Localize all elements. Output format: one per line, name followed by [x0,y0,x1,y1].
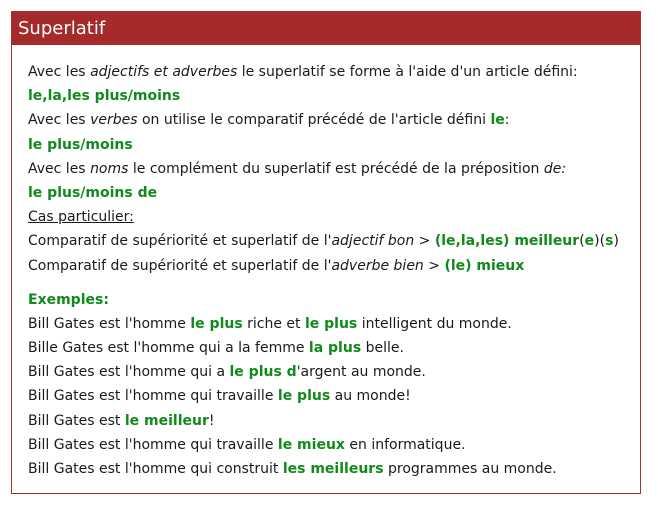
special-heading: Cas particulier: [28,209,134,226]
panel-content [12,45,640,481]
text: Bill Gates est l'homme qui travaille [28,436,278,453]
superlatif-panel [11,11,641,494]
text: riche et [242,315,305,332]
rule-verbs [28,108,640,132]
article: le [490,112,505,129]
result: s [605,233,614,250]
special-bon [28,229,640,253]
text: Bill Gates est l'homme qui travaille [28,388,278,405]
examples-heading: Exemples: [28,291,109,308]
text: ! [208,412,215,429]
example-3 [28,360,640,384]
spacer [28,278,640,288]
highlight: le plus [190,315,243,332]
term: adjectif bon [331,233,415,250]
term: noms [90,160,129,177]
text: Comparatif de supériorité et superlatif de l' [28,257,332,274]
text: Avec les [28,112,91,129]
text: le complément du superlatif est précédé de la préposition [128,160,544,177]
result: e [584,233,595,250]
rule-adjectives [28,60,640,84]
term: adverbe bien [331,257,424,274]
text: 'argent au monde. [296,364,426,381]
text: Bill Gates est l'homme qui construit [28,461,283,477]
text: programmes au monde. [383,461,557,477]
text: le superlatif se forme à l'aide d'un article défini: [237,64,578,80]
text: > [414,233,435,250]
formula-verbs: le plus/moins [28,136,133,153]
example-4 [28,384,640,408]
text: Avec les [28,64,91,80]
text: > [423,257,445,274]
formula-nouns: le plus/moins de [28,184,158,201]
highlight: la plus [308,340,362,357]
text: ) [613,233,619,250]
text: : [504,112,510,129]
text: )( [594,233,606,250]
term: verbes [90,112,138,129]
term: adjectifs et adverbes [90,64,238,80]
highlight: le plus [277,388,331,405]
text: Avec les [28,160,91,177]
text: au monde! [330,388,411,405]
text: belle. [361,340,404,357]
preposition: de: [543,160,567,177]
text: on utilise le comparatif précédé de l'article défini [137,112,491,129]
example-1 [28,312,640,336]
rule-nouns [28,157,640,181]
highlight: le plus [304,315,358,332]
highlight: le mieux [277,436,345,453]
text: ( [579,233,585,250]
highlight: le meilleur [124,412,209,429]
formula-adjectives: le,la,les plus/moins [28,88,181,105]
highlight: le plus d [229,364,297,381]
text: Bille Gates est l'homme qui a la femme [28,340,309,357]
text: en informatique. [344,436,466,453]
special-bien [28,254,640,278]
panel-title: Superlatif [12,12,640,45]
example-2 [28,336,640,360]
text: Bill Gates est l'homme [28,315,191,332]
result: (le) mieux [444,257,525,274]
result: (le,la,les) meilleur [434,233,580,250]
text: Bill Gates est l'homme qui a [28,364,230,381]
example-5 [28,409,640,433]
example-6 [28,433,640,457]
text: Comparatif de supériorité et superlatif de l' [28,233,332,250]
example-7 [28,457,640,481]
highlight: les meilleurs [282,461,384,477]
text: intelligent du monde. [357,315,512,332]
text: Bill Gates est [28,412,125,429]
